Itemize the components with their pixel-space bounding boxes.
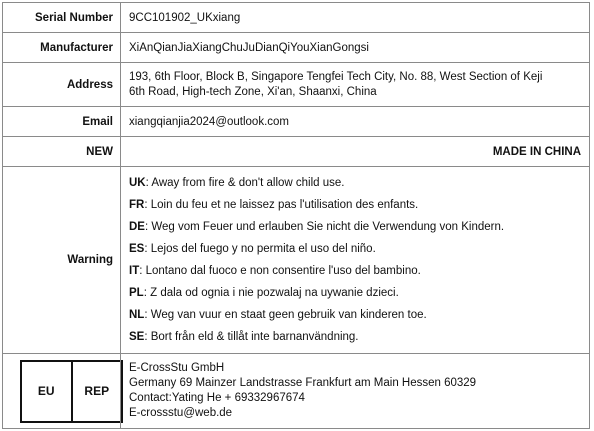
- warning-item-it: [129, 260, 581, 282]
- warning-text: : Z dala od ognia i nie pozwalaj na uywanie dzieci.: [143, 287, 399, 299]
- warning-label: Warning: [3, 167, 121, 354]
- serial-label: Serial Number: [3, 3, 121, 33]
- new-label: NEW: [3, 137, 121, 167]
- warning-code: FR: [129, 199, 145, 211]
- address-line-1: 193, 6th Floor, Block B, Singapore Tengfei Tech City, No. 88, West Section of Keji: [129, 70, 543, 83]
- address-row: [3, 63, 590, 107]
- label-table: [2, 2, 590, 429]
- manufacturer-row: [3, 33, 590, 63]
- warning-code: IT: [129, 265, 140, 277]
- eu-rep-badge-rep: REP: [71, 362, 122, 421]
- warning-item-se: [129, 326, 581, 348]
- manufacturer-value: XiAnQianJiaXiangChuJuDianQiYouXianGongsi: [121, 33, 590, 63]
- serial-value: 9CC101902_UKxiang: [121, 3, 590, 33]
- origin-value: MADE IN CHINA: [121, 137, 590, 167]
- warning-text: : Bort från eld & tillåt inte barnanvändning.: [144, 331, 359, 343]
- email-label: Email: [3, 107, 121, 137]
- warning-code: PL: [129, 287, 144, 299]
- eu-rep-address: Germany 69 Mainzer Landstrasse Frankfurt am Main Hessen 60329: [129, 377, 477, 389]
- status-row: [3, 137, 590, 167]
- manufacturer-label: Manufacturer: [3, 33, 121, 63]
- warning-code: ES: [129, 243, 145, 255]
- warning-item-es: [129, 238, 581, 260]
- warning-code: DE: [129, 221, 145, 233]
- eu-rep-badge: [20, 360, 123, 423]
- warning-item-uk: [129, 172, 581, 194]
- address-label: Address: [3, 63, 121, 107]
- warning-text: : Weg van vuur en staat geen gebruik van kinderen toe.: [144, 309, 427, 321]
- eu-rep-company: E-CrossStu GmbH: [129, 362, 225, 374]
- warning-text: : Loin du feu et ne laissez pas l'utilisation des enfants.: [144, 199, 419, 211]
- warning-row: [3, 167, 590, 354]
- eu-rep-row: [3, 354, 590, 429]
- address-line-2: 6th Road, High-tech Zone, Xi'an, Shaanxi, China: [129, 85, 377, 98]
- serial-row: [3, 3, 590, 33]
- warning-list: [121, 167, 590, 354]
- warning-code: NL: [129, 309, 145, 321]
- warning-code: UK: [129, 177, 146, 189]
- warning-text: : Lejos del fuego y no permita el uso del niño.: [144, 243, 376, 255]
- eu-rep-email: E-crossstu@web.de: [129, 407, 233, 419]
- warning-item-nl: [129, 304, 581, 326]
- eu-rep-badge-eu: EU: [37, 384, 55, 398]
- eu-rep-contact: Contact:Yating He + 69332967674: [129, 392, 305, 404]
- warning-text: : Away from fire & don't allow child use.: [145, 177, 345, 189]
- address-value: [121, 63, 590, 107]
- email-value: xiangqianjia2024@outlook.com: [121, 107, 590, 137]
- warning-item-de: [129, 216, 581, 238]
- warning-item-fr: [129, 194, 581, 216]
- warning-text: : Lontano dal fuoco e non consentire l'uso del bambino.: [139, 265, 421, 277]
- eu-rep-badge-cell: [3, 354, 121, 429]
- email-row: [3, 107, 590, 137]
- eu-rep-details: [121, 354, 590, 429]
- warning-item-pl: [129, 282, 581, 304]
- warning-code: SE: [129, 331, 145, 343]
- warning-text: : Weg vom Feuer und erlauben Sie nicht die Verwendung von Kindern.: [144, 221, 505, 233]
